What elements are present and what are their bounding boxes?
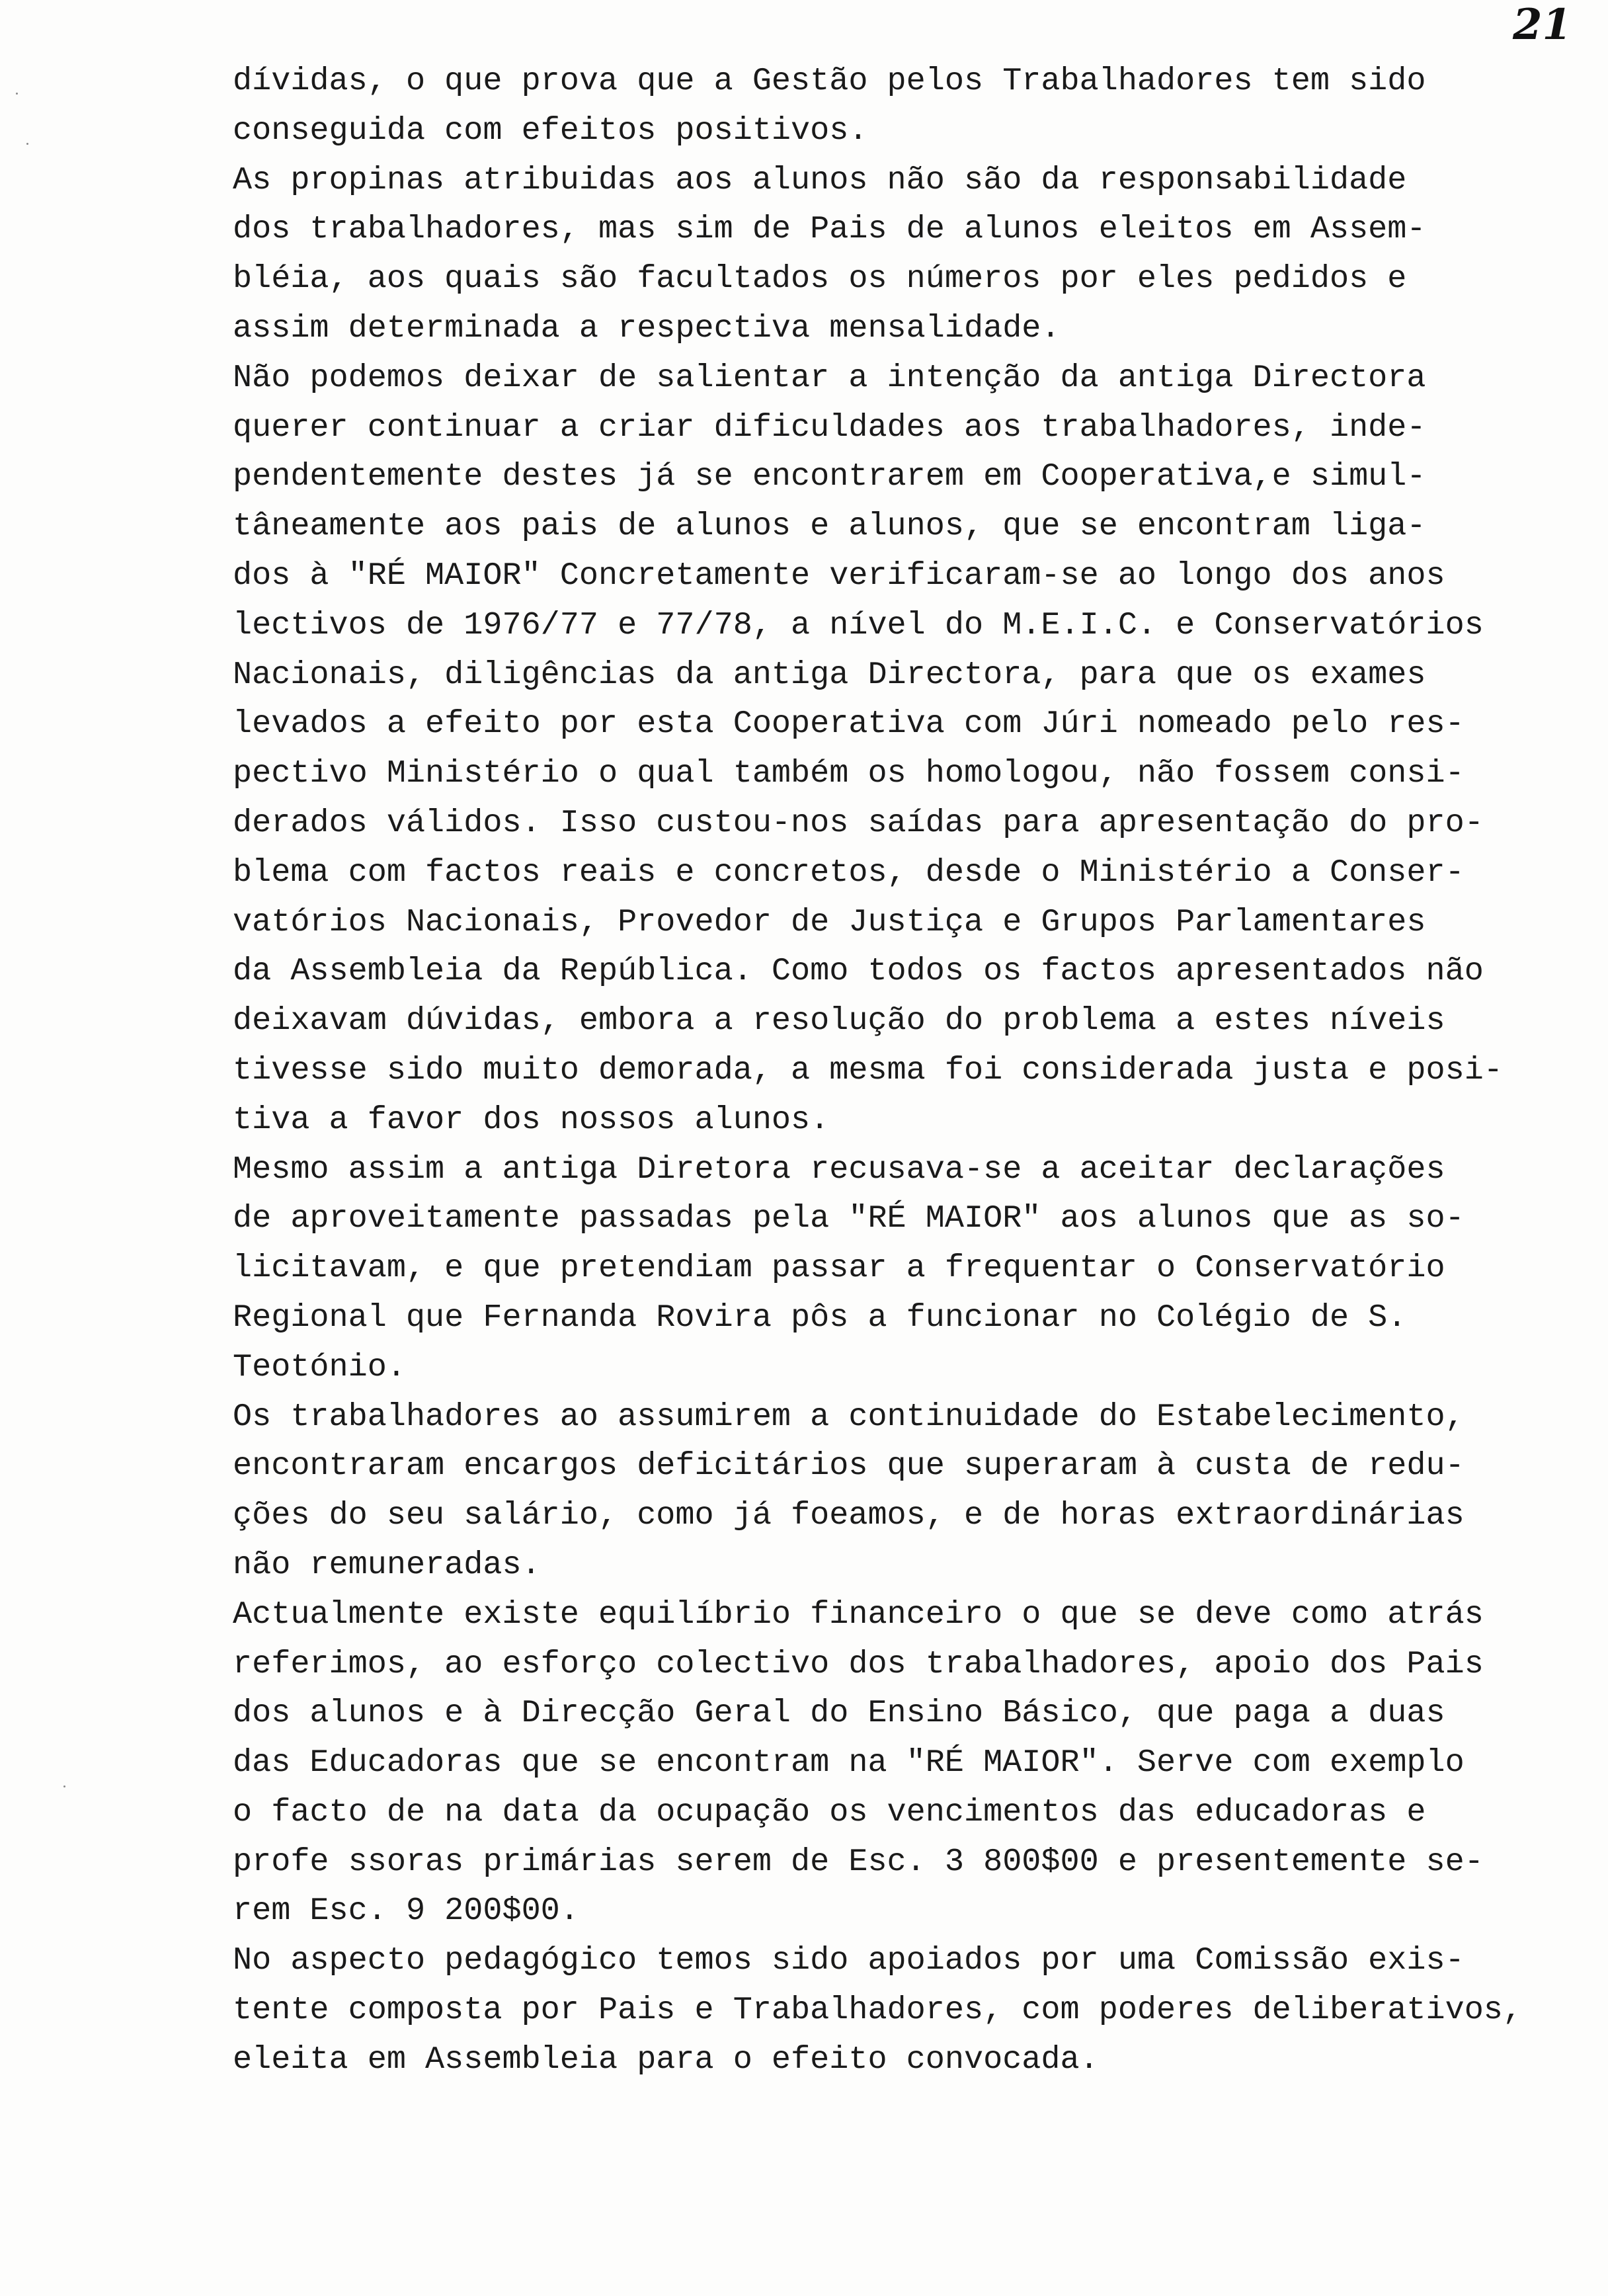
text-line: tiva a favor dos nossos alunos.	[233, 1101, 830, 1138]
text-line: profe ssoras primárias serem de Esc. 3 800$00 e presentemente se-	[233, 1843, 1484, 1880]
text-line: tente composta por Pais e Trabalhadores, com poderes deliberativos,	[233, 1992, 1523, 2029]
scan-speck	[63, 1785, 65, 1787]
text-line: pendentemente destes já se encontrarem em Cooperativa,e simul-	[233, 458, 1426, 495]
text-line: assim determinada a respectiva mensalidade.	[233, 309, 1061, 347]
text-line: Teotónio.	[233, 1348, 406, 1385]
scan-speck	[16, 93, 18, 95]
text-line: de aproveitamente passadas pela "RÉ MAIOR" aos alunos que as so-	[233, 1200, 1465, 1237]
text-line: querer continuar a criar dificuldades aos trabalhadores, inde-	[233, 409, 1426, 446]
text-line: pectivo Ministério o qual também os homologou, não fossem consi-	[233, 755, 1465, 792]
text-line: conseguida com efeitos positivos.	[233, 112, 868, 149]
text-line: encontraram encargos deficitários que superaram à custa de redu-	[233, 1448, 1465, 1485]
text-line: blema com factos reais e concretos, desde o Ministério a Conser-	[233, 854, 1465, 891]
text-line: derados válidos. Isso custou-nos saídas para apresentação do pro-	[233, 804, 1484, 841]
text-line: deixavam dúvidas, embora a resolução do problema a estes níveis	[233, 1003, 1445, 1040]
text-line: ções do seu salário, como já foeamos, e de horas extraordinárias	[233, 1497, 1465, 1534]
text-line: bléia, aos quais são facultados os números por eles pedidos e	[233, 261, 1407, 298]
text-line: vatórios Nacionais, Provedor de Justiça e Grupos Parlamentares	[233, 903, 1426, 940]
text-line: Mesmo assim a antiga Diretora recusava-se a aceitar declarações	[233, 1151, 1445, 1188]
text-line: dos alunos e à Direcção Geral do Ensino Básico, que paga a duas	[233, 1695, 1445, 1732]
text-line: não remuneradas.	[233, 1546, 541, 1583]
text-line: rem Esc. 9 200$00.	[233, 1893, 579, 1930]
body-text	[233, 57, 1582, 2085]
text-line: referimos, ao esforço colectivo dos trabalhadores, apoio dos Pais	[233, 1645, 1484, 1682]
text-line: dos trabalhadores, mas sim de Pais de alunos eleitos em Assem-	[233, 211, 1426, 248]
text-line: Regional que Fernanda Rovira pôs a funcionar no Colégio de S.	[233, 1299, 1407, 1336]
page-number: 21	[1513, 0, 1572, 50]
text-line: No aspecto pedagógico temos sido apoiados por uma Comissão exis-	[233, 1942, 1465, 1979]
text-line: dos à "RÉ MAIOR" Concretamente verificaram-se ao longo dos anos	[233, 557, 1445, 594]
text-line: tivesse sido muito demorada, a mesma foi considerada justa e posi-	[233, 1051, 1503, 1088]
text-line: da Assembleia da República. Como todos os factos apresentados não	[233, 953, 1484, 990]
text-line: As propinas atribuidas aos alunos não são da responsabilidade	[233, 161, 1407, 198]
text-line: eleita em Assembleia para o efeito convocada.	[233, 2041, 1099, 2078]
text-line: Nacionais, diligências da antiga Directora, para que os exames	[233, 656, 1426, 693]
text-line: licitavam, e que pretendiam passar a frequentar o Conservatório	[233, 1250, 1445, 1287]
text-line: levados a efeito por esta Cooperativa com Júri nomeado pelo res-	[233, 706, 1465, 743]
text-line: dívidas, o que prova que a Gestão pelos Trabalhadores tem sido	[233, 63, 1426, 99]
text-line: o facto de na data da ocupação os vencimentos das educadoras e	[233, 1793, 1426, 1830]
text-line: tâneamente aos pais de alunos e alunos, que se encontram liga-	[233, 508, 1426, 545]
text-line: Actualmente existe equilíbrio financeiro o que se deve como atrás	[233, 1596, 1484, 1633]
text-line: das Educadoras que se encontram na "RÉ MAIOR". Serve com exemplo	[233, 1744, 1465, 1782]
scan-speck	[26, 143, 28, 145]
text-line: lectivos de 1976/77 e 77/78, a nível do M.E.I.C. e Conservatórios	[233, 606, 1484, 643]
text-line: Os trabalhadores ao assumirem a continuidade do Estabelecimento,	[233, 1398, 1465, 1435]
text-line: Não podemos deixar de salientar a intenção da antiga Directora	[233, 359, 1426, 396]
